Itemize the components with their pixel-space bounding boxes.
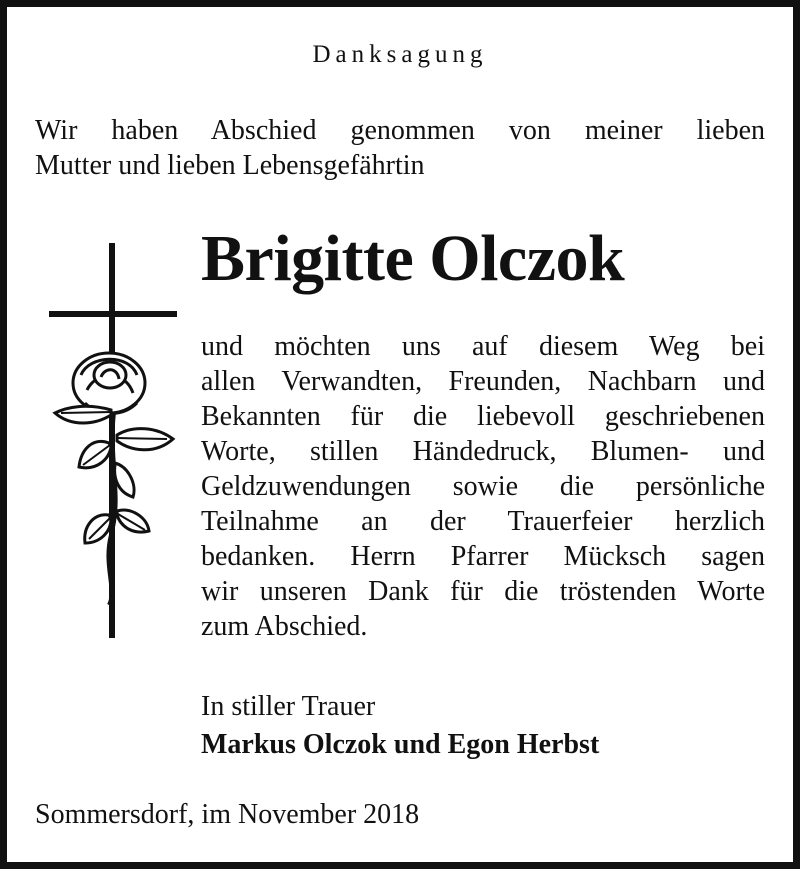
intro-line: Wir haben Abschied genommen von meiner lieben	[35, 115, 765, 146]
body-line: und möchten uns auf diesem Weg bei	[201, 331, 765, 362]
intro-text	[35, 113, 765, 183]
body-line: Teilnahme an der Trauerfeier herzlich	[201, 506, 765, 537]
notice-title: Danksagung	[312, 41, 488, 68]
body-line: Geldzuwendungen sowie die persönliche	[201, 471, 765, 502]
body-line: wir unseren Dank für die tröstenden Worte	[201, 576, 765, 607]
signature-names: Markus Olczok und Egon Herbst	[201, 729, 600, 760]
place-date: Sommersdorf, im November 2018	[35, 799, 420, 830]
body-line: Worte, stillen Händedruck, Blumen- und	[201, 436, 765, 467]
body-line: allen Verwandten, Freunden, Nachbarn und	[201, 366, 765, 397]
body-line: Bekannten für die liebevoll geschriebenen	[201, 401, 765, 432]
intro-line: Mutter und lieben Lebensgefährtin	[35, 150, 425, 181]
body-line: zum Abschied.	[201, 611, 368, 642]
body-line: bedanken. Herrn Pfarrer Mücksch sagen	[201, 541, 765, 572]
signature-intro: In stiller Trauer	[201, 691, 376, 722]
deceased-name: Brigitte Olczok	[201, 222, 625, 295]
body-text	[201, 329, 765, 644]
cross-with-rose-icon	[37, 235, 187, 640]
